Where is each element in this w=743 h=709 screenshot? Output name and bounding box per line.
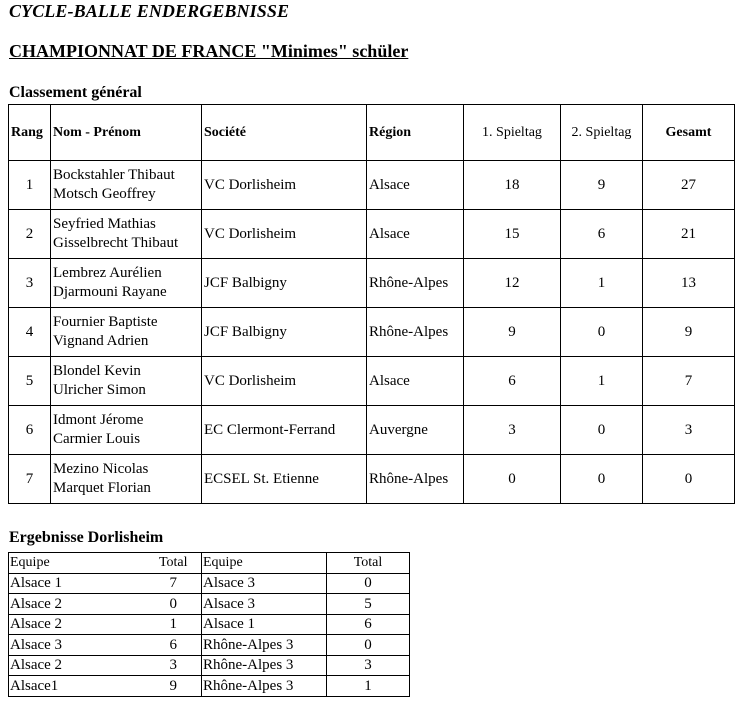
region-value: Alsace <box>369 176 410 193</box>
equipe-2-cell: Alsace 3 <box>202 594 327 615</box>
societe-cell <box>202 455 367 504</box>
spieltag-1-cell <box>464 259 561 308</box>
equipe-2-cell: Rhône-Alpes 3 <box>202 655 327 676</box>
rang-cell <box>9 357 51 406</box>
gesamt-value: 3 <box>684 421 693 438</box>
total-2-cell: 1 <box>327 676 410 697</box>
header-region: Région <box>367 105 464 161</box>
equipe-2-cell: Alsace 1 <box>202 614 327 635</box>
rider-name-2: Vignand Adrien <box>53 333 149 349</box>
gesamt-value: 0 <box>684 470 693 487</box>
equipe-1-cell: Alsace 1 <box>9 573 146 594</box>
classement-row <box>9 259 735 308</box>
societe-cell <box>202 406 367 455</box>
spieltag-2-cell <box>561 259 643 308</box>
header-spieltag-1: 1. Spieltag <box>464 105 561 161</box>
total-1-cell: 3 <box>146 655 202 676</box>
spieltag-1-value: 3 <box>508 421 516 438</box>
name-cell <box>51 161 202 210</box>
rider-name-2: Ulricher Simon <box>53 382 146 398</box>
header-equipe-2: Equipe <box>202 553 327 574</box>
ergebnisse-heading: Ergebnisse Dorlisheim <box>9 529 164 546</box>
societe-cell <box>202 259 367 308</box>
equipe-2-cell: Rhône-Alpes 3 <box>202 635 327 656</box>
spieltag-2-cell <box>561 406 643 455</box>
classement-row <box>9 406 735 455</box>
classement-heading: Classement général <box>9 84 142 101</box>
rider-name-1: Seyfried Mathias <box>53 216 156 232</box>
spieltag-2-cell <box>561 357 643 406</box>
classement-row <box>9 455 735 504</box>
societe-cell <box>202 161 367 210</box>
total-1-cell: 6 <box>146 635 202 656</box>
ergebnisse-row <box>9 614 410 635</box>
name-cell <box>51 406 202 455</box>
societe-cell <box>202 210 367 259</box>
rang-cell <box>9 406 51 455</box>
header-total-1: Total <box>146 553 202 574</box>
societe-value: JCF Balbigny <box>204 323 287 340</box>
region-value: Alsace <box>369 225 410 242</box>
ergebnisse-row <box>9 676 410 697</box>
region-cell <box>367 210 464 259</box>
spieltag-2-cell <box>561 161 643 210</box>
gesamt-cell <box>643 455 735 504</box>
region-cell <box>367 455 464 504</box>
rang-value: 2 <box>25 225 34 242</box>
document-title: CYCLE-BALLE ENDERGEBNISSE <box>9 1 290 21</box>
total-1-cell: 9 <box>146 676 202 697</box>
region-value: Rhône-Alpes <box>369 470 449 487</box>
gesamt-value: 27 <box>681 176 696 193</box>
societe-value: JCF Balbigny <box>204 274 287 291</box>
rang-cell <box>9 308 51 357</box>
header-spieltag-2: 2. Spieltag <box>561 105 643 161</box>
equipe-2-cell: Rhône-Alpes 3 <box>202 676 327 697</box>
equipe-1-cell: Alsace1 <box>9 676 146 697</box>
rang-cell <box>9 210 51 259</box>
spieltag-1-value: 6 <box>508 372 516 389</box>
rang-value: 4 <box>25 323 34 340</box>
rider-name-1: Mezino Nicolas <box>53 461 149 477</box>
region-cell <box>367 259 464 308</box>
gesamt-value: 7 <box>684 372 693 389</box>
rang-cell <box>9 259 51 308</box>
equipe-1-cell: Alsace 3 <box>9 635 146 656</box>
gesamt-cell <box>643 259 735 308</box>
ergebnisse-row <box>9 635 410 656</box>
rider-name-2: Gisselbrecht Thibaut <box>53 235 179 251</box>
rang-value: 5 <box>25 372 34 389</box>
spieltag-2-value: 1 <box>597 372 606 389</box>
spieltag-2-value: 1 <box>597 274 606 291</box>
header-nom: Nom - Prénom <box>51 105 202 161</box>
name-cell <box>51 308 202 357</box>
rider-name-1: Idmont Jérome <box>53 412 144 428</box>
rang-value: 1 <box>25 176 34 193</box>
classement-row <box>9 357 735 406</box>
rang-cell <box>9 455 51 504</box>
rang-value: 3 <box>25 274 34 291</box>
gesamt-cell <box>643 308 735 357</box>
rider-name-2: Carmier Louis <box>53 431 141 447</box>
spieltag-1-cell <box>464 357 561 406</box>
societe-value: ECSEL St. Etienne <box>204 470 319 487</box>
rider-name-1: Lembrez Aurélien <box>53 265 162 281</box>
rider-name-1: Fournier Baptiste <box>53 314 158 330</box>
region-cell <box>367 308 464 357</box>
societe-value: VC Dorlisheim <box>204 225 297 242</box>
spieltag-2-cell <box>561 210 643 259</box>
name-cell <box>51 210 202 259</box>
equipe-1-cell: Alsace 2 <box>9 614 146 635</box>
ergebnisse-header-row <box>9 553 410 574</box>
spieltag-1-cell <box>464 210 561 259</box>
total-2-cell: 5 <box>327 594 410 615</box>
spieltag-2-value: 0 <box>597 323 606 340</box>
gesamt-value: 13 <box>681 274 696 291</box>
header-total-2: Total <box>327 553 410 574</box>
name-cell <box>51 357 202 406</box>
gesamt-value: 21 <box>681 225 696 242</box>
rang-cell <box>9 161 51 210</box>
societe-value: VC Dorlisheim <box>204 372 297 389</box>
spieltag-2-value: 0 <box>597 470 606 487</box>
gesamt-cell <box>643 210 735 259</box>
rider-name-1: Bockstahler Thibaut <box>53 167 175 183</box>
region-value: Rhône-Alpes <box>369 274 449 291</box>
name-cell <box>51 259 202 308</box>
spieltag-2-cell <box>561 308 643 357</box>
societe-cell <box>202 357 367 406</box>
rider-name-2: Marquet Florian <box>53 480 151 496</box>
equipe-1-cell: Alsace 2 <box>9 655 146 676</box>
gesamt-cell <box>643 406 735 455</box>
header-gesamt: Gesamt <box>643 105 735 161</box>
gesamt-value: 9 <box>684 323 693 340</box>
region-value: Rhône-Alpes <box>369 323 449 340</box>
rang-value: 7 <box>25 470 34 487</box>
header-rang: Rang <box>9 105 51 161</box>
total-1-cell: 7 <box>146 573 202 594</box>
ergebnisse-table <box>8 552 410 697</box>
spieltag-2-value: 0 <box>597 421 606 438</box>
rang-value: 6 <box>25 421 34 438</box>
header-equipe-1: Equipe <box>9 553 146 574</box>
header-societe: Société <box>202 105 367 161</box>
ergebnisse-row <box>9 655 410 676</box>
spieltag-1-cell <box>464 406 561 455</box>
rider-name-2: Motsch Geoffrey <box>53 186 156 202</box>
classement-row <box>9 210 735 259</box>
classement-table <box>8 104 735 504</box>
region-value: Auvergne <box>369 421 428 438</box>
equipe-2-cell: Alsace 3 <box>202 573 327 594</box>
spieltag-2-value: 9 <box>597 176 606 193</box>
spieltag-1-cell <box>464 308 561 357</box>
spieltag-2-value: 6 <box>597 225 606 242</box>
spieltag-1-value: 12 <box>504 274 520 291</box>
spieltag-1-cell <box>464 161 561 210</box>
classement-row <box>9 308 735 357</box>
region-cell <box>367 161 464 210</box>
spieltag-1-value: 9 <box>508 323 516 340</box>
region-cell <box>367 357 464 406</box>
societe-value: EC Clermont-Ferrand <box>204 421 336 438</box>
spieltag-1-value: 15 <box>504 225 520 242</box>
gesamt-cell <box>643 357 735 406</box>
total-2-cell: 6 <box>327 614 410 635</box>
classement-header-row <box>9 105 735 161</box>
total-1-cell: 1 <box>146 614 202 635</box>
spieltag-1-cell <box>464 455 561 504</box>
ergebnisse-row <box>9 594 410 615</box>
total-2-cell: 0 <box>327 635 410 656</box>
spieltag-2-cell <box>561 455 643 504</box>
region-value: Alsace <box>369 372 410 389</box>
total-1-cell: 0 <box>146 594 202 615</box>
region-cell <box>367 406 464 455</box>
total-2-cell: 3 <box>327 655 410 676</box>
total-2-cell: 0 <box>327 573 410 594</box>
ergebnisse-row <box>9 573 410 594</box>
spieltag-1-value: 18 <box>504 176 520 193</box>
equipe-1-cell: Alsace 2 <box>9 594 146 615</box>
spieltag-1-value: 0 <box>508 470 516 487</box>
societe-cell <box>202 308 367 357</box>
rider-name-1: Blondel Kevin <box>53 363 141 379</box>
document-subtitle: CHAMPIONNAT DE FRANCE "Minimes" schüler <box>9 41 409 61</box>
classement-row <box>9 161 735 210</box>
societe-value: VC Dorlisheim <box>204 176 297 193</box>
rider-name-2: Djarmouni Rayane <box>53 284 167 300</box>
gesamt-cell <box>643 161 735 210</box>
name-cell <box>51 455 202 504</box>
